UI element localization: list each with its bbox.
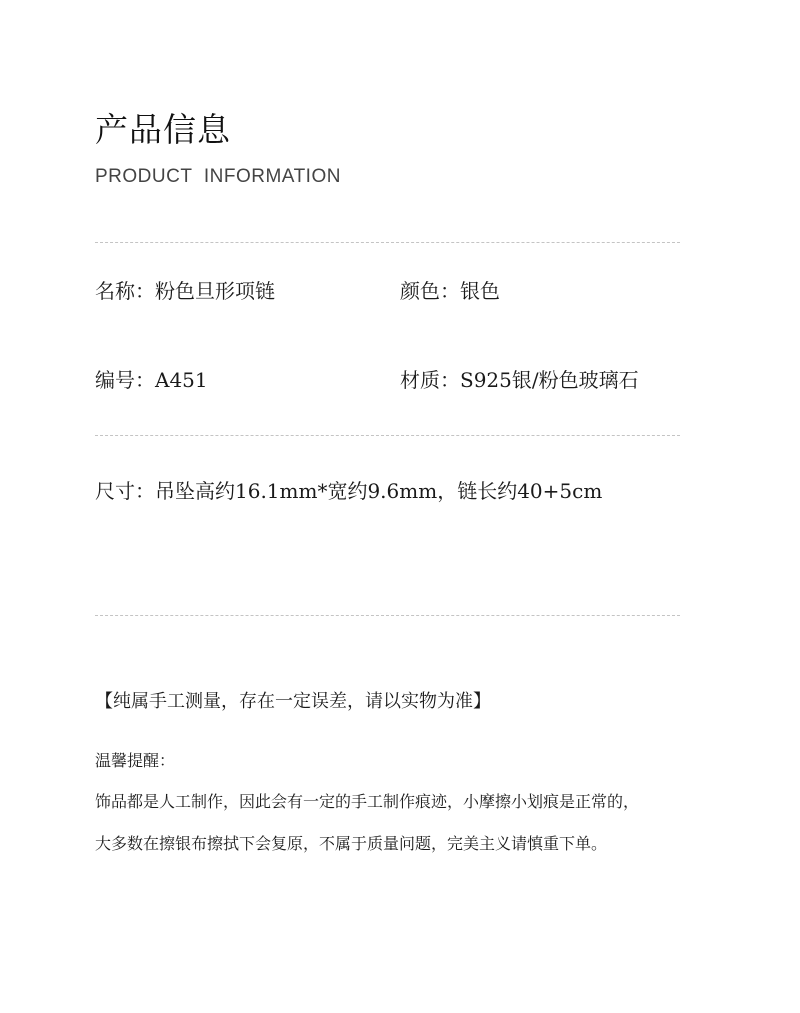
field-size-value: 吊坠高约16.1mm*宽约9.6mm，链长约40+5cm	[155, 479, 603, 503]
field-size-label: 尺寸：	[95, 479, 155, 503]
field-code-value: A451	[155, 368, 208, 392]
tips-heading: 温馨提醒：	[95, 751, 176, 770]
page-title-en: PRODUCT INFORMATION	[95, 166, 341, 187]
field-name-value: 粉色旦形项链	[155, 279, 275, 303]
field-material	[400, 366, 639, 394]
field-code	[95, 366, 208, 394]
page-title-cn: 产品信息	[95, 110, 231, 149]
measurement-notice: 【纯属手工测量，存在一定误差，请以实物为准】	[95, 691, 491, 712]
field-color	[400, 277, 500, 305]
field-material-value: S925银/粉色玻璃石	[460, 368, 639, 392]
tips-line-2: 大多数在擦银布擦拭下会复原，不属于质量问题，完美主义请慎重下单。	[95, 834, 608, 853]
field-material-label: 材质：	[400, 368, 460, 392]
field-code-label: 编号：	[95, 368, 155, 392]
field-name	[95, 277, 275, 305]
divider-middle	[95, 435, 680, 436]
field-color-value: 银色	[460, 279, 500, 303]
field-name-label: 名称：	[95, 279, 155, 303]
divider-top	[95, 242, 680, 243]
field-size	[95, 477, 602, 505]
field-color-label: 颜色：	[400, 279, 460, 303]
divider-bottom	[95, 615, 680, 616]
tips-line-1: 饰品都是人工制作，因此会有一定的手工制作痕迹，小摩擦小划痕是正常的，	[95, 792, 640, 811]
